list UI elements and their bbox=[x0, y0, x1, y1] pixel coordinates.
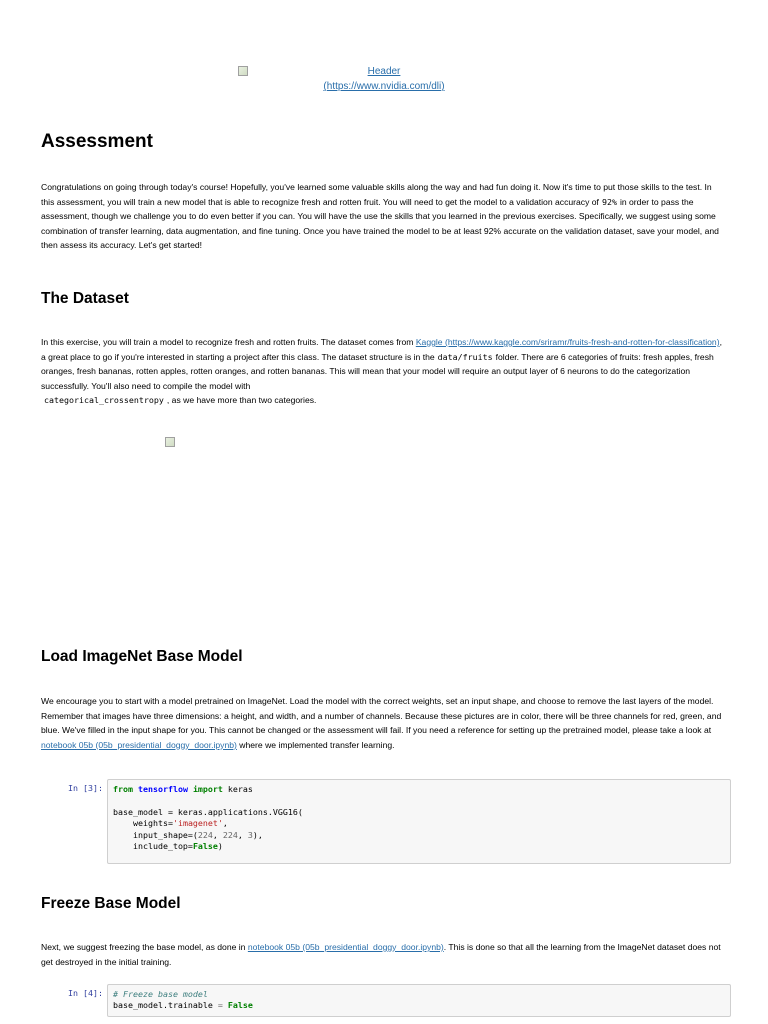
code-input-area[interactable]: # Freeze base model base_model.trainable = False bbox=[107, 984, 731, 1017]
load-model-heading: Load ImageNet Base Model bbox=[41, 648, 243, 665]
header-link[interactable] bbox=[323, 66, 444, 92]
dataset-text-3: folder. There are 6 categories of fruits: fresh apples, fresh oranges, fresh bananas, rotten apples, rotten oranges, and rotten bananas. This will mean that your model will require an output layer of 6 neurons to do the categorization successfully. You'll also need to compile the model with bbox=[41, 351, 714, 391]
assessment-heading: Assessment bbox=[41, 131, 153, 152]
notebook-05b-link[interactable]: notebook 05b (05b_presidential_doggy_door.ipynb) bbox=[247, 942, 444, 952]
dataset-text-1: In this exercise, you will train a model to recognize fresh and rotten fruits. The dataset comes from bbox=[41, 337, 414, 347]
cell-prompt: In [4]: bbox=[68, 988, 103, 998]
load-model-paragraph bbox=[41, 694, 723, 752]
dataset-heading: The Dataset bbox=[41, 290, 129, 307]
load-model-text-2: where we implemented transfer learning. bbox=[239, 739, 395, 750]
dataset-text-2: , a great place to go if you're interested in starting a project after this class. The dataset structure is in the bbox=[41, 337, 722, 362]
freeze-heading: Freeze Base Model bbox=[41, 895, 181, 912]
freeze-text-2: . This is done so that all the learning from the ImageNet dataset does not get destroyed in the initial training. bbox=[41, 942, 721, 967]
dataset-path-code: data/fruits bbox=[437, 351, 493, 362]
cell-prompt: In [3]: bbox=[68, 783, 103, 793]
broken-image-icon bbox=[165, 437, 175, 447]
dataset-text-4: , as we have more than two categories. bbox=[166, 395, 317, 406]
code-cell-3[interactable] bbox=[41, 779, 731, 864]
header-banner bbox=[0, 64, 768, 94]
code-cell-4[interactable] bbox=[41, 984, 731, 1017]
load-model-text-1: We encourage you to start with a model pretrained on ImageNet. Load the model with the correct weights, set an input shape, and choose to remove the last layers of the model. Remember that images have three dimensions: a height, and width, and a number of channels. Because these pictures are in color, there will be three channels for red, green, and blue. We've filled in the input shape for you. This cannot be changed or the assessment will fail. If you need a reference for setting up the pretrained model, please take a look at bbox=[41, 696, 722, 736]
assessment-paragraph bbox=[41, 180, 723, 253]
accuracy-target-code: 92% bbox=[601, 196, 617, 207]
loss-function-code: categorical_crossentropy bbox=[44, 395, 164, 406]
broken-image-icon bbox=[238, 66, 248, 76]
dataset-paragraph bbox=[41, 335, 723, 408]
code-input-area[interactable]: from tensorflow import keras base_model = keras.applications.VGG16( weights='imagenet', input_shape=(224, 224, 3), include_top=False) bbox=[107, 779, 731, 864]
header-link-url: (https://www.nvidia.com/dli) bbox=[323, 81, 445, 92]
freeze-paragraph bbox=[41, 940, 723, 969]
assessment-text-2: in order to pass the assessment, though we challenge you to do even better if you can. You will have the use the skills that you learned in the previous exercises. Specifically, we suggest using some combination of transfer learning, data augmentation, and fine tuning. Once you have trained the model to be at least 92% accurate on the validation dataset, save your model, and then assess its accuracy. Let's get started! bbox=[41, 196, 719, 251]
kaggle-link[interactable]: Kaggle (https://www.kaggle.com/sriramr/fruits-fresh-and-rotten-for-classification) bbox=[415, 337, 720, 347]
freeze-text-1: Next, we suggest freezing the base model, as done in bbox=[41, 942, 246, 952]
header-image-alt: Header bbox=[367, 66, 401, 77]
assessment-text-1: Congratulations on going through today's course! Hopefully, you've learned some valuable skills along the way and had fun doing it. Now it's time to put those skills to the test. In this assessment, you will train a new model that is able to recognize fresh and rotten fruit. You will need to get the model to a validation accuracy of bbox=[41, 182, 712, 207]
notebook-05b-link[interactable]: notebook 05b (05b_presidential_doggy_door.ipynb) bbox=[41, 739, 237, 750]
